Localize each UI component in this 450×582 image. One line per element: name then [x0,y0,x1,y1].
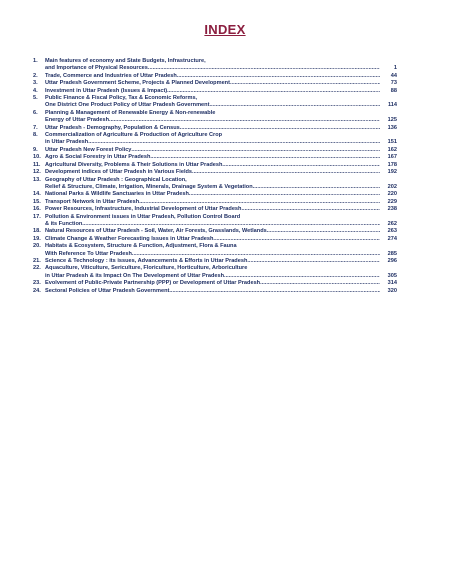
entry-title: Geography of Uttar Pradesh : Geographical Location, [45,176,187,183]
entry-title: & its Function [45,220,83,227]
page-number: 220 [387,191,397,198]
entry-title: Transport Network in Uttar Pradesh [45,198,140,205]
dot-leader [267,228,380,235]
toc-entry [33,110,397,125]
page-number: 88 [390,87,397,94]
page-number: 125 [387,117,397,124]
page-number: 192 [387,169,397,176]
entry-number: 1. [33,58,38,64]
toc-entry [33,162,397,169]
entry-title: Public Finance & Fiscal Policy, Tax & Economic Reforms, [45,95,198,102]
dot-leader [213,236,380,243]
dot-leader [167,88,380,95]
toc-entry [33,58,397,73]
dot-leader [260,280,380,287]
entry-number: 15. [33,198,41,205]
toc-entry [33,147,397,154]
dot-leader [150,154,380,161]
page-number: 238 [387,206,397,213]
page-number: 296 [387,257,397,264]
page-number: 162 [387,146,397,153]
entry-number: 6. [33,109,38,116]
entry-number: 7. [33,124,38,131]
entry-title: Pollution & Environment issues in Uttar Pradesh, Pollution Control Board [45,213,241,220]
toc-entry [33,199,397,206]
entry-title: Uttar Pradesh Government Scheme, Projects & Planned Development [45,80,230,87]
toc-entry [33,125,397,132]
toc-entry [33,236,397,243]
entry-number: 23. [33,280,41,287]
entry-number: 22. [33,265,41,272]
entry-number: 19. [33,235,41,242]
entry-title: Science & Technology : its issues, Advancements & Efforts in Uttar Pradesh [45,257,248,264]
dot-leader [177,73,380,80]
entry-title: Trade, Commerce and Industries of Uttar Pradesh [45,72,177,79]
entry-number: 12. [33,169,41,176]
toc-entry [33,95,397,110]
toc-entry [33,265,397,280]
table-of-contents [33,58,397,295]
entry-title: Habitats & Ecosystem, Structure & Function, Adjustment, Flora & Fauna [45,243,237,250]
entry-title: Sectoral Policies of Uttar Pradesh Government [45,287,170,294]
entry-number: 18. [33,228,41,235]
entry-title: With Reference To Uttar Pradesh [45,250,132,257]
entry-title: Aquaculture, Viticulture, Sericulture, Floriculture, Horticulture, Arboriculture [45,265,248,272]
entry-title: Uttar Pradesh New Forest Policy [45,146,132,153]
entry-number: 21. [33,257,41,264]
toc-entry [33,154,397,161]
page-number: 151 [387,139,397,146]
page-number: 1 [393,65,397,72]
toc-entry [33,228,397,235]
entry-title: Climate Change & Weather Forecasting Issues in Uttar Pradesh [45,235,214,242]
page-number: 202 [387,183,397,190]
entry-title: Relief & Structure, Climate, Irrigation, Minerals, Drainage System & Vegetation [45,183,253,190]
dot-leader [148,65,380,72]
dot-leader [230,80,380,87]
page-title: INDEX [204,22,246,37]
entry-title: One District One Product Policy of Uttar Pradesh Government [45,102,210,109]
page-number: 262 [387,220,397,227]
entry-number: 13. [33,176,41,183]
page-number: 305 [387,272,397,279]
entry-number: 14. [33,191,41,198]
page-number: 114 [387,102,397,109]
dot-leader [132,251,380,258]
entry-title: Uttar Pradesh - Demography, Population & Census [45,124,180,131]
page-number: 263 [387,228,397,235]
entry-title: and Importance of Physical Resources [45,65,148,72]
page-number: 314 [387,280,397,287]
dot-leader [82,221,380,228]
toc-entry [33,169,397,176]
entry-number: 17. [33,213,41,220]
entry-number: 8. [33,132,38,139]
entry-title: Evolvement of Public-Private Partnership (PPP) or Development of Uttar Pradesh [45,280,261,287]
dot-leader [189,191,380,198]
entry-number: 5. [33,95,38,102]
dot-leader [247,258,380,265]
dot-leader [139,199,380,206]
toc-entry [33,243,397,258]
dot-leader [224,273,380,280]
entry-number: 24. [33,287,41,294]
dot-leader [253,184,380,191]
page-number: 73 [390,80,397,87]
entry-title: Main features of economy and State Budgets, Infrastructure, [45,58,206,64]
page-number: 285 [387,250,397,257]
entry-number: 16. [33,206,41,213]
toc-entry [33,288,397,295]
dot-leader [109,117,380,124]
entry-number: 20. [33,243,41,250]
toc-entry [33,88,397,95]
entry-number: 11. [33,161,41,168]
entry-number: 2. [33,72,38,79]
entry-title: Development indices of Uttar Pradesh in Various Fields [45,169,193,176]
entry-title: Agro & Social Forestry in Uttar Pradesh [45,154,151,161]
toc-entry [33,177,397,192]
dot-leader [241,206,380,213]
entry-number: 4. [33,87,38,94]
page-number: 167 [387,154,397,161]
page-number: 274 [387,235,397,242]
dot-leader [209,102,380,109]
toc-entry [33,280,397,287]
page-number: 44 [390,72,397,79]
entry-title: National Parks & Wildlife Sanctuaries in Uttar Pradesh [45,191,189,198]
page-number: 178 [387,161,397,168]
entry-number: 9. [33,146,38,153]
toc-entry [33,191,397,198]
dot-leader [180,125,380,132]
dot-leader [169,288,380,295]
entry-title: Agricultural Diversity, Problems & Their Solutions in Uttar Pradesh [45,161,223,168]
dot-leader [192,169,380,176]
toc-entry [33,73,397,80]
toc-entry [33,214,397,229]
dot-leader [131,147,380,154]
entry-title: in Uttar Pradesh & its Impact On The Development of Uttar Pradesh [45,272,225,279]
toc-entry [33,258,397,265]
entry-title: in Uttar Pradesh [45,139,89,146]
page-number: 320 [387,287,397,294]
entry-title: Power Resources, Infrastructure, Industrial Development of Uttar Pradesh [45,206,242,213]
entry-number: 10. [33,154,41,161]
entry-number: 3. [33,80,38,87]
toc-entry [33,132,397,147]
page-number: 229 [387,198,397,205]
dot-leader [88,139,380,146]
entry-title: Planning & Management of Renewable Energy & Non-renewable [45,109,216,116]
toc-entry [33,206,397,213]
entry-title: Commercialization of Agriculture & Production of Agriculture Crop [45,132,223,139]
toc-entry [33,80,397,87]
entry-title: Investment in Uttar Pradesh (Issues & Impact) [45,87,168,94]
entry-title: Natural Resources of Uttar Pradesh - Soil, Water, Air Forests, Grasslands, Wetlands [45,228,267,235]
entry-title: Energy of Uttar Pradesh [45,117,110,124]
dot-leader [222,162,380,169]
page-number: 136 [387,124,397,131]
